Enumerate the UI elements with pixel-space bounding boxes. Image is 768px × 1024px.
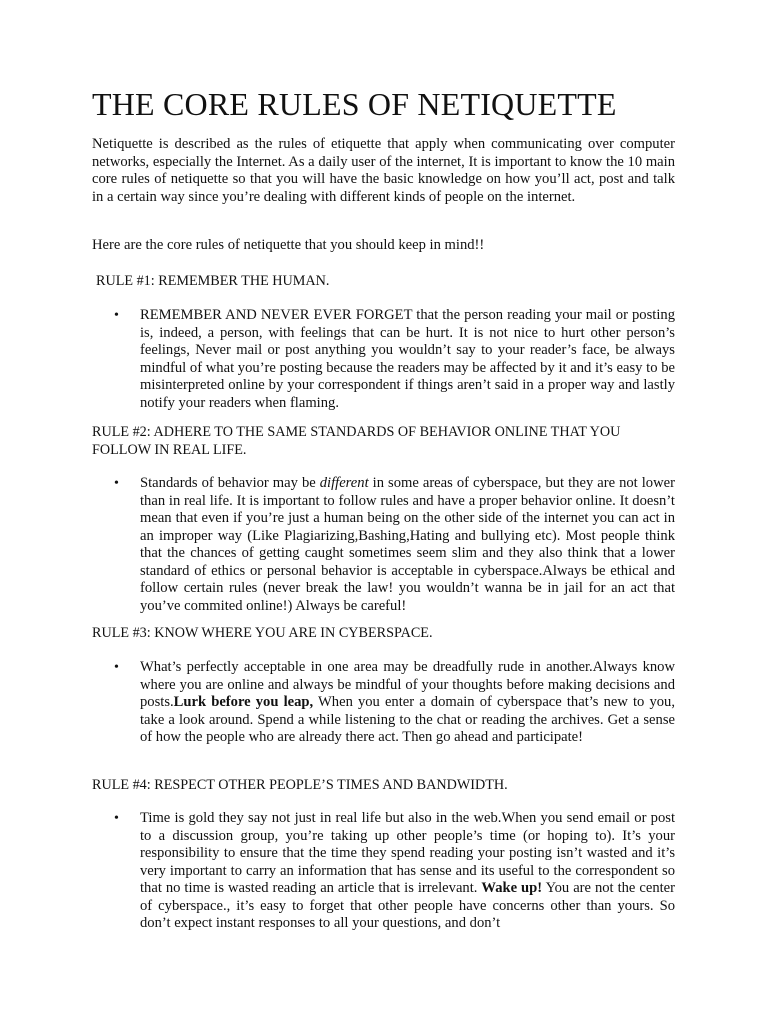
rule-3-body-start: What’s perfectly acceptable in one area may be dreadfully rude in another.Always know where you are online and always be mindful of your thoughts before making decisions and posts. [140, 659, 675, 710]
bullet-icon: • [114, 660, 119, 675]
rule-3-body-rest: When you enter a domain of cyberspace that’s new to you, take a look around. Spend a while listening to the chat or reading the archives. Get a sense of how the people who are already there act. Then go ahead and participate! [140, 694, 676, 745]
rule-3-body-bold: Lurk before you leap, [173, 694, 314, 710]
bullet-icon: • [114, 476, 119, 491]
rule-4-body-bold: Wake up! [481, 880, 543, 896]
rule-2-body-rest: in some areas of cyberspace, but they are not lower than in real life. It is important to follow rules and have a proper behavior online. It doesn’t mean that even if you’re just a human being on the other side of the internet you can act in an improper way (Like Plagiarizing,Bashing,Hating and bullying etc). Most people think that the chances of getting caught sometimes seem slim and they also think that a lower standard of ethics or personal behavior is acceptable in cyberspace.Always be ethical and follow certain rules (never break the law! you wouldn’t wanna be in jail for an act that you’ve commited online!) Always be careful! [140, 475, 675, 614]
rule-4-body [140, 810, 675, 933]
rule-2-heading: RULE #2: ADHERE TO THE SAME STANDARDS OF BEHAVIOR ONLINE THAT YOU FOLLOW IN REAL LIFE. [92, 424, 621, 458]
bullet-icon: • [114, 811, 119, 826]
page-title: THE CORE RULES OF NETIQUETTE [92, 86, 617, 122]
rule-2-body-emphasis: different [319, 475, 369, 491]
rule-4-body-start: Time is gold they say not just in real life but also in the web.When you send email or post to a discussion group, you’re taking up other people’s time (or hoping to). It’s your responsibility to ensure that the time they spend reading your posting isn’t wasted and it’s very important to carry an information that has sense and its useful to the correspondent so that no time is wasted reading an article that is irrelevant. [140, 810, 675, 896]
bullet-icon: • [114, 308, 119, 323]
intro-paragraph: Netiquette is described as the rules of etiquette that apply when communicating over computer networks, especially the Internet. As a daily user of the internet, It is important to know the 10 main core rules of netiquette so that you will have the basic knowledge on how you’ll act, post and talk in a certain way since you’re dealing with different kinds of people on the internet. [92, 136, 675, 205]
rule-1-body: REMEMBER AND NEVER EVER FORGET that the person reading your mail or posting is, indeed, a person, with feelings that can be hurt. It is not nice to hurt other person’s feelings, Never mail or post anything you wouldn’t say to your reader’s face, be always mindful of what you’re posting because the readers may be affected by it and it’s easy to be misinterpreted online by your correspondent if things aren’t said in a proper way and lastly notify your readers when flaming. [140, 307, 675, 411]
rule-2-body-start: Standards of behavior may be [140, 475, 316, 491]
rule-4-body-rest: You are not the center of cyberspace., it’s easy to forget that other people have concerns other than yours. So don’t expect instant responses to all your questions, and don’t [140, 880, 676, 931]
keep-in-mind-paragraph: Here are the core rules of netiquette that you should keep in mind!! [92, 237, 485, 253]
rule-2-body [140, 475, 675, 615]
rule-1-heading: RULE #1: REMEMBER THE HUMAN. [96, 273, 330, 289]
rule-4-heading: RULE #4: RESPECT OTHER PEOPLE’S TIMES AND BANDWIDTH. [92, 777, 508, 793]
rule-3-body [140, 659, 675, 747]
rule-3-heading: RULE #3: KNOW WHERE YOU ARE IN CYBERSPACE. [92, 625, 433, 641]
